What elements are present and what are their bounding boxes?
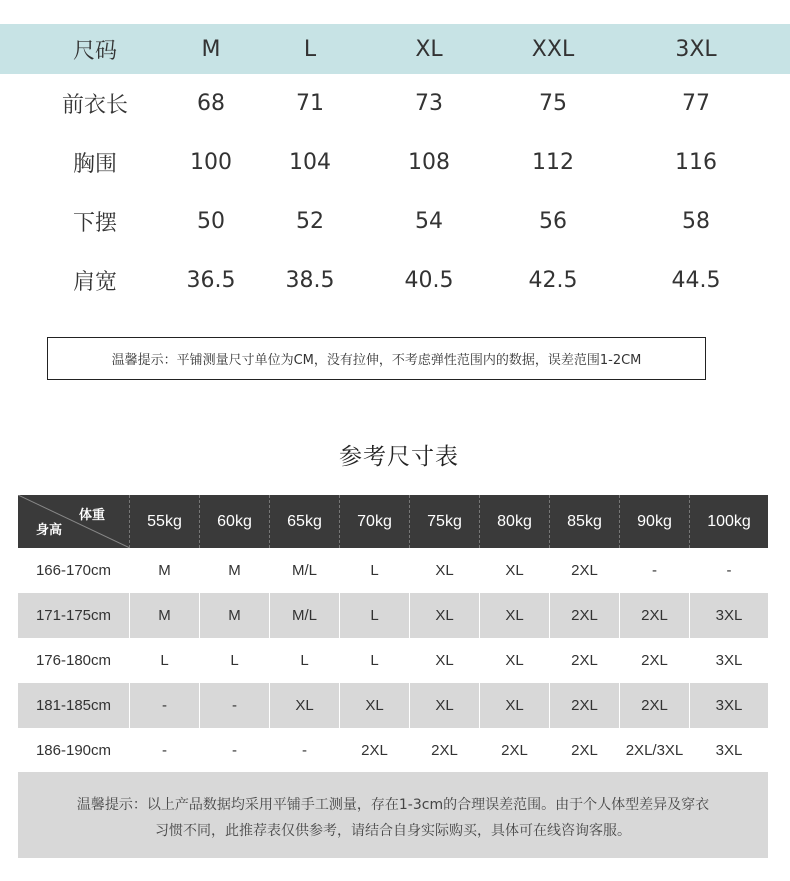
size-cell: 3XL bbox=[715, 697, 743, 714]
weight-header: 55kg bbox=[130, 495, 200, 548]
size-cell: 2XL bbox=[550, 728, 620, 773]
weight-header: 70kg bbox=[340, 495, 410, 548]
size-cell: L bbox=[340, 548, 410, 593]
row-label: 肩宽 bbox=[72, 270, 118, 295]
table-cell: 36.5 bbox=[186, 268, 236, 293]
weight-header: 90kg bbox=[620, 495, 690, 548]
reference-header bbox=[18, 495, 768, 548]
size-cell: M bbox=[130, 593, 200, 638]
size-cell: 3XL bbox=[715, 652, 743, 669]
size-cell: XL bbox=[480, 683, 550, 728]
size-cell: 2XL bbox=[480, 728, 550, 773]
size-cell: 2XL/3XL bbox=[620, 728, 690, 773]
table-row bbox=[18, 638, 768, 683]
header-cell: 3XL bbox=[675, 36, 717, 62]
height-cell: 181-185cm bbox=[18, 683, 130, 728]
size-cell: - bbox=[620, 548, 690, 593]
header-cell: XL bbox=[415, 36, 443, 62]
size-table-header bbox=[0, 24, 790, 74]
table-cell: 108 bbox=[408, 150, 450, 175]
reference-table bbox=[18, 495, 768, 773]
size-cell: XL bbox=[270, 683, 340, 728]
table-row bbox=[18, 728, 768, 773]
size-cell: M bbox=[200, 593, 270, 638]
size-cell: L bbox=[340, 638, 410, 683]
table-cell: 38.5 bbox=[285, 268, 335, 293]
size-cell: XL bbox=[410, 638, 480, 683]
table-row bbox=[18, 683, 768, 728]
size-cell: 3XL bbox=[715, 742, 743, 759]
size-cell: 2XL bbox=[620, 638, 690, 683]
table-cell: 116 bbox=[675, 150, 717, 175]
size-cell: 2XL bbox=[620, 683, 690, 728]
size-cell: - bbox=[200, 728, 270, 773]
header-cell: 尺码 bbox=[72, 38, 118, 64]
diagonal-divider bbox=[18, 495, 130, 548]
reference-note-line: 习惯不同，此推荐表仅供参考，请结合自身实际购买，具体可在线咨询客服。 bbox=[155, 823, 631, 839]
weight-header: 100kg bbox=[707, 512, 751, 530]
size-cell: M/L bbox=[270, 548, 340, 593]
size-cell: 2XL bbox=[550, 593, 620, 638]
size-cell: XL bbox=[480, 593, 550, 638]
row-label: 胸围 bbox=[72, 152, 118, 177]
header-cell: M bbox=[201, 36, 221, 62]
table-row bbox=[0, 251, 790, 310]
reference-title: 参考尺寸表 bbox=[339, 444, 459, 470]
table-cell: 68 bbox=[197, 91, 225, 116]
row-label: 下摆 bbox=[72, 211, 118, 236]
header-cell: L bbox=[303, 36, 317, 62]
table-cell: 44.5 bbox=[671, 268, 721, 293]
table-row bbox=[0, 74, 790, 133]
size-cell: 2XL bbox=[410, 728, 480, 773]
table-cell: 112 bbox=[532, 150, 574, 175]
size-cell: XL bbox=[340, 683, 410, 728]
size-cell: XL bbox=[410, 593, 480, 638]
measure-note: 温馨提示：平铺测量尺寸单位为CM，没有拉伸，不考虑弹性范围内的数据，误差范围1-2CM bbox=[47, 337, 706, 380]
height-cell: 171-175cm bbox=[18, 593, 130, 638]
size-cell: L bbox=[270, 638, 340, 683]
size-cell: 2XL bbox=[340, 728, 410, 773]
size-cell: M bbox=[200, 548, 270, 593]
corner-cell bbox=[18, 495, 130, 548]
height-cell: 186-190cm bbox=[18, 728, 130, 773]
size-cell: M bbox=[130, 548, 200, 593]
size-cell: 2XL bbox=[620, 593, 690, 638]
size-cell: XL bbox=[410, 683, 480, 728]
table-cell: 104 bbox=[289, 150, 331, 175]
reference-note-line: 温馨提示：以上产品数据均采用平铺手工测量，存在1-3cm的合理误差范围。由于个人体型差异及穿衣 bbox=[76, 797, 710, 813]
table-cell: 73 bbox=[415, 91, 443, 116]
weight-header: 60kg bbox=[200, 495, 270, 548]
table-cell: 56 bbox=[539, 209, 567, 234]
table-row bbox=[18, 593, 768, 638]
weight-header: 85kg bbox=[550, 495, 620, 548]
size-cell: - bbox=[270, 728, 340, 773]
table-cell: 75 bbox=[539, 91, 567, 116]
table-cell: 77 bbox=[682, 91, 710, 116]
table-cell: 58 bbox=[682, 209, 710, 234]
corner-height-label: 身高 bbox=[36, 522, 63, 537]
size-cell: L bbox=[340, 593, 410, 638]
header-cell: XXL bbox=[531, 36, 575, 62]
size-cell: 3XL bbox=[715, 607, 743, 624]
table-cell: 100 bbox=[190, 150, 232, 175]
table-cell: 42.5 bbox=[528, 268, 578, 293]
reference-note bbox=[18, 772, 768, 858]
size-cell: 2XL bbox=[550, 638, 620, 683]
table-row bbox=[18, 548, 768, 593]
size-cell: L bbox=[200, 638, 270, 683]
row-label: 前衣长 bbox=[61, 93, 129, 118]
size-cell: XL bbox=[480, 638, 550, 683]
size-cell: - bbox=[200, 683, 270, 728]
size-cell: 2XL bbox=[550, 548, 620, 593]
table-cell: 50 bbox=[197, 209, 225, 234]
table-cell: 52 bbox=[296, 209, 324, 234]
weight-header: 80kg bbox=[480, 495, 550, 548]
table-cell: 71 bbox=[296, 91, 324, 116]
table-row bbox=[0, 133, 790, 192]
size-cell: L bbox=[130, 638, 200, 683]
size-cell: 2XL bbox=[550, 683, 620, 728]
table-cell: 40.5 bbox=[404, 268, 454, 293]
weight-header: 75kg bbox=[410, 495, 480, 548]
height-cell: 176-180cm bbox=[18, 638, 130, 683]
corner-weight-label: 体重 bbox=[78, 507, 105, 522]
size-cell: - bbox=[726, 562, 732, 579]
size-cell: - bbox=[130, 728, 200, 773]
table-cell: 54 bbox=[415, 209, 443, 234]
height-cell: 166-170cm bbox=[18, 548, 130, 593]
table-row bbox=[0, 192, 790, 251]
size-cell: XL bbox=[480, 548, 550, 593]
size-cell: - bbox=[130, 683, 200, 728]
size-table bbox=[0, 24, 790, 310]
weight-header: 65kg bbox=[270, 495, 340, 548]
size-cell: M/L bbox=[270, 593, 340, 638]
size-cell: XL bbox=[410, 548, 480, 593]
